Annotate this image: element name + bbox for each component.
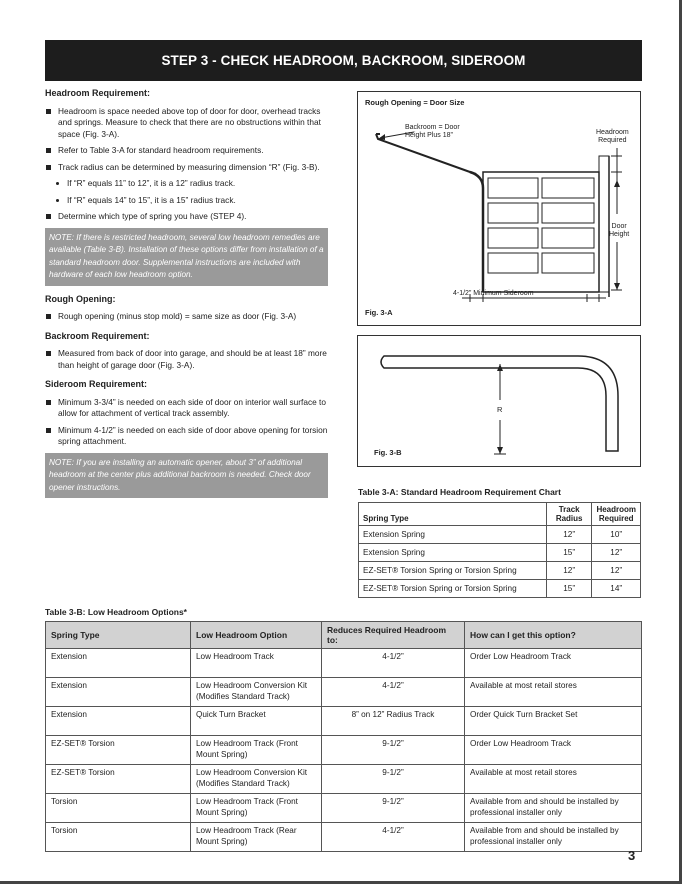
rough-opening-heading: Rough Opening:: [45, 293, 116, 304]
table-row: [46, 707, 642, 736]
table-cell: 9-1/2”: [322, 794, 465, 823]
table-cell: Quick Turn Bracket: [191, 707, 322, 736]
column-header: How can I get this option?: [465, 622, 642, 649]
table-cell: Available from and should be installed by professional installer only: [465, 823, 642, 852]
table-cell: 10”: [592, 526, 641, 544]
column-header: Low Headroom Option: [191, 622, 322, 649]
table-cell: Low Headroom Track (Front Mount Spring): [191, 794, 322, 823]
table-cell: 12”: [592, 562, 641, 580]
table-cell: Extension: [46, 649, 191, 678]
fig3a-title: Rough Opening = Door Size: [365, 98, 465, 107]
table-row: [46, 794, 642, 823]
sideroom-bullet: Minimum 4-1/2” is needed on each side of door above opening for torsion spring attachment.: [45, 425, 335, 448]
table-cell: Extension: [46, 678, 191, 707]
rough-opening-bullet: Rough opening (minus stop mold) = same size as door (Fig. 3-A): [45, 311, 335, 323]
headroom-required-label: Headroom Required: [596, 129, 629, 144]
headroom-heading: Headroom Requirement:: [45, 88, 151, 98]
backroom-label: Backroom = Door Height Plus 18”: [405, 124, 460, 139]
table-cell: 15”: [546, 580, 592, 598]
r-dimension-label: R: [497, 405, 503, 414]
table-cell: 4-1/2”: [322, 678, 465, 707]
column-header: Track Radius: [546, 503, 592, 526]
table-cell: Extension Spring: [359, 544, 547, 562]
table-cell: 12”: [546, 562, 592, 580]
column-header: Spring Type: [46, 622, 191, 649]
low-headroom-options-table: [45, 621, 642, 852]
table-cell: Torsion: [46, 794, 191, 823]
table-cell: EZ-SET® Torsion: [46, 736, 191, 765]
fig3b-caption: Fig. 3-B: [374, 448, 402, 457]
table-cell: 4-1/2”: [322, 823, 465, 852]
table-row: [359, 580, 641, 598]
page-number: 3: [628, 848, 636, 863]
figure-3b: [357, 335, 641, 467]
table-cell: 8” on 12” Radius Track: [322, 707, 465, 736]
table-header-row: [46, 622, 642, 649]
table-cell: Available at most retail stores: [465, 765, 642, 794]
fig3a-caption: Fig. 3-A: [365, 308, 393, 317]
table-cell: 14”: [592, 580, 641, 598]
table-cell: 9-1/2”: [322, 736, 465, 765]
table-cell: Order Low Headroom Track: [465, 649, 642, 678]
table-cell: Available at most retail stores: [465, 678, 642, 707]
table-cell: EZ-SET® Torsion Spring or Torsion Spring: [359, 562, 547, 580]
table-row: [46, 765, 642, 794]
table-cell: 4-1/2”: [322, 649, 465, 678]
table-cell: Low Headroom Track (Rear Mount Spring): [191, 823, 322, 852]
headroom-bullet: Headroom is space needed above top of door for door, overhead tracks and springs. Measure to check that there are no obstructions within that space (Fig. 3-A).: [45, 106, 335, 141]
table3b-caption: Table 3-B: Low Headroom Options*: [45, 607, 187, 617]
table-cell: 15”: [546, 544, 592, 562]
table-cell: Order Quick Turn Bracket Set: [465, 707, 642, 736]
table-cell: EZ-SET® Torsion: [46, 765, 191, 794]
table-cell: Available from and should be installed by professional installer only: [465, 794, 642, 823]
left-column: [45, 88, 335, 506]
headroom-bullet: Track radius can be determined by measuring dimension “R” (Fig. 3-B).: [45, 162, 335, 174]
table-cell: Low Headroom Track: [191, 649, 322, 678]
table-cell: Low Headroom Conversion Kit (Modifies Standard Track): [191, 678, 322, 707]
table-cell: Low Headroom Conversion Kit (Modifies Standard Track): [191, 765, 322, 794]
table-cell: Extension Spring: [359, 526, 547, 544]
headroom-bullet: Determine which type of spring you have (STEP 4).: [45, 211, 335, 223]
table-cell: Order Low Headroom Track: [465, 736, 642, 765]
table-cell: Torsion: [46, 823, 191, 852]
table-row: [46, 823, 642, 852]
table-row: [359, 544, 641, 562]
headroom-note: NOTE: If there is restricted headroom, several low headroom remedies are available (Table 3-B). Installation of these options differ from installation of a standard headroom door. Supplemental instructions are included with hardware of each low headroom option.: [45, 228, 328, 286]
sideroom-label: 4-1/2” Minimum Sideroom: [453, 290, 534, 297]
table-row: [359, 562, 641, 580]
backroom-heading: Backroom Requirement:: [45, 330, 150, 341]
column-header: Headroom Required: [592, 503, 641, 526]
door-height-label: Door Height: [609, 223, 630, 238]
table3a-caption: Table 3-A: Standard Headroom Requirement Chart: [358, 487, 561, 497]
table-cell: 12”: [546, 526, 592, 544]
sideroom-heading: Sideroom Requirement:: [45, 379, 148, 389]
column-header: Spring Type: [359, 503, 547, 526]
table-row: [46, 649, 642, 678]
sideroom-bullet: Minimum 3-3/4” is needed on each side of door on interior wall surface to allow for attachment of vertical track assembly.: [45, 397, 335, 420]
backroom-bullet: Measured from back of door into garage, and should be at least 18” more than height of garage door (Fig. 3-A).: [45, 348, 335, 371]
table-cell: 9-1/2”: [322, 765, 465, 794]
standard-headroom-table: [358, 502, 641, 598]
table-row: [359, 526, 641, 544]
table-row: [46, 678, 642, 707]
radius-sub-bullet: If “R” equals 14” to 15”, it is a 15” radius track.: [45, 195, 335, 207]
figure-3a: [357, 91, 641, 326]
table-cell: EZ-SET® Torsion Spring or Torsion Spring: [359, 580, 547, 598]
table-row: [46, 736, 642, 765]
radius-sub-bullet: If “R” equals 11” to 12”, it is a 12” radius track.: [45, 178, 335, 190]
table-cell: Extension: [46, 707, 191, 736]
opener-note: NOTE: If you are installing an automatic opener, about 3” of additional headroom at the center plus additional backroom is needed. Check door opener instructions.: [45, 453, 328, 499]
table-header-row: [359, 503, 641, 526]
headroom-bullet: Refer to Table 3-A for standard headroom requirements.: [45, 145, 335, 157]
column-header: Reduces Required Headroom to:: [322, 622, 465, 649]
table-cell: Low Headroom Track (Front Mount Spring): [191, 736, 322, 765]
table-cell: 12”: [592, 544, 641, 562]
step-title: STEP 3 - CHECK HEADROOM, BACKROOM, SIDEROOM: [45, 40, 642, 81]
